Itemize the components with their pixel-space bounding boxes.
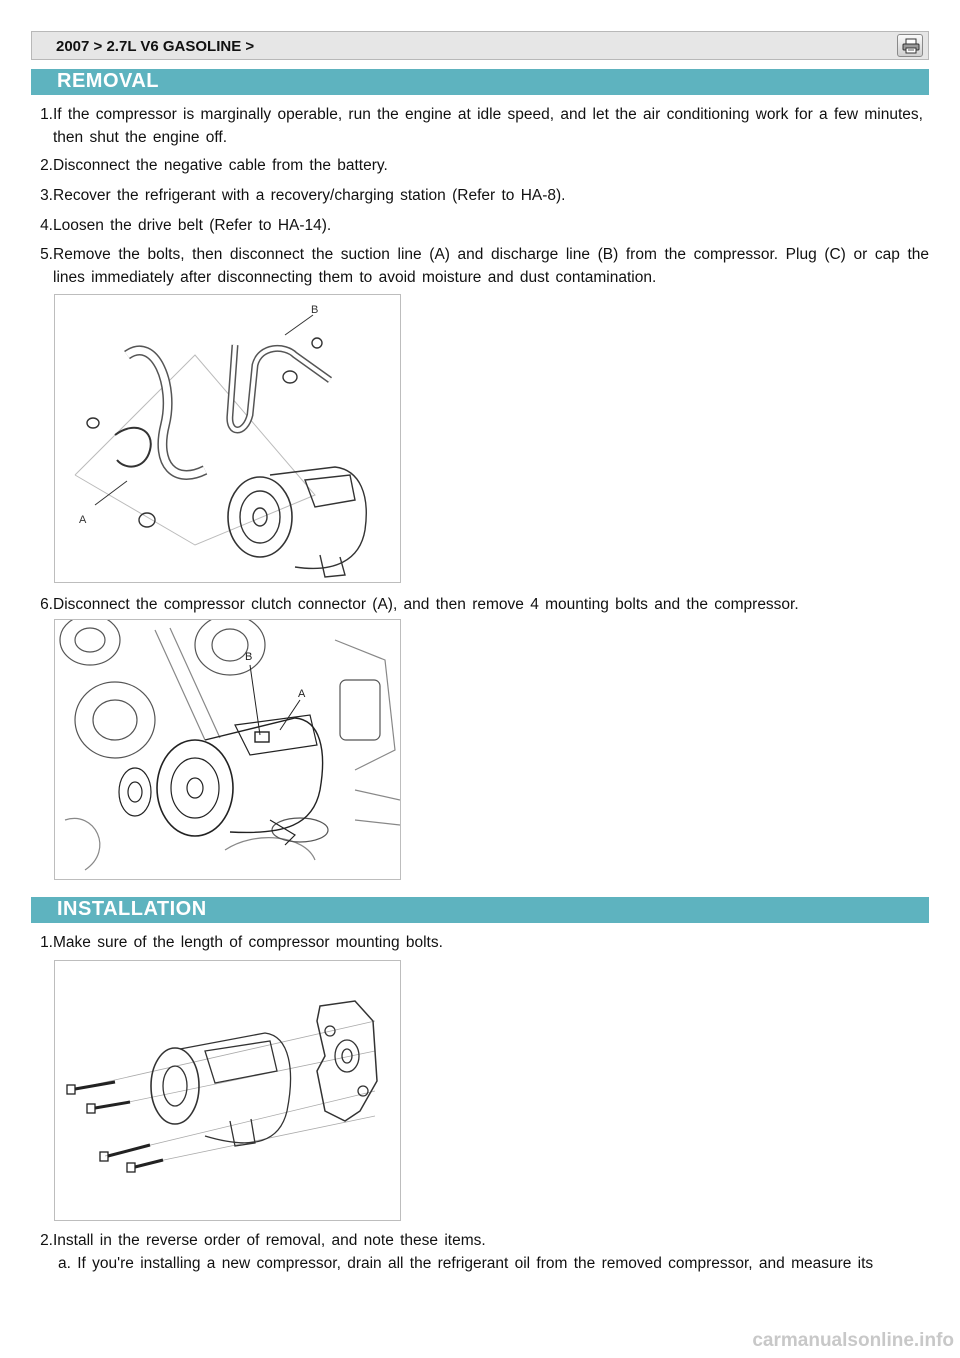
installation-substep-a: a. If you're installing a new compressor, drain all the refrigerant oil from the removed compressor, and measure its: [58, 1255, 874, 1272]
figure-refrigerant-lines: [54, 294, 401, 583]
step-text: Disconnect the negative cable from the battery.: [53, 157, 388, 174]
removal-step-1: [31, 103, 929, 149]
removal-step-6: [31, 593, 929, 616]
step-text: Make sure of the length of compressor mounting bolts.: [53, 934, 443, 951]
label-a: A: [79, 514, 87, 526]
label-b: B: [245, 651, 253, 663]
step-number: 4.: [40, 217, 53, 234]
step-text: Loosen the drive belt (Refer to HA-14).: [53, 217, 332, 234]
watermark: carmanualsonline.info: [752, 1330, 954, 1351]
step-number: 3.: [40, 187, 53, 204]
step-text: Remove the bolts, then disconnect the suction line (A) and discharge line (B) from the compressor. Plug (C) or cap the lines immediately after disconnecting them to avoid moisture and dust contamination.: [53, 246, 929, 286]
installation-step-2: [31, 1229, 929, 1252]
figure-mounting-bolts: [54, 960, 401, 1221]
step-number: 5.: [40, 246, 53, 263]
step-text: Disconnect the compressor clutch connector (A), and then remove 4 mounting bolts and the compressor.: [53, 596, 799, 613]
label-b: B: [311, 304, 319, 316]
breadcrumb: 2007 > 2.7L V6 GASOLINE >: [56, 38, 255, 55]
step-number: 2.: [40, 157, 53, 174]
removal-step-2: [31, 154, 929, 177]
removal-step-5: [31, 243, 929, 289]
section-title: REMOVAL: [57, 70, 160, 92]
figure-compressor-connector: [54, 619, 401, 880]
printer-icon: [902, 38, 920, 54]
print-button[interactable]: [897, 34, 923, 57]
label-a: A: [298, 688, 306, 700]
installation-step-1: [31, 931, 929, 954]
removal-step-4: [31, 214, 929, 237]
step-number: 1.: [40, 934, 53, 951]
step-text: If the compressor is marginally operable, run the engine at idle speed, and let the air conditioning work for a few minutes, then shut the engine off.: [53, 106, 923, 146]
step-text: Recover the refrigerant with a recovery/charging station (Refer to HA-8).: [53, 187, 566, 204]
section-removal-heading: [31, 69, 929, 95]
step-number: 2.: [40, 1232, 53, 1249]
breadcrumb-bar: [31, 31, 929, 60]
step-number: 6.: [40, 596, 53, 613]
removal-step-3: [31, 184, 929, 207]
step-number: 1.: [40, 106, 53, 123]
section-installation-heading: [31, 897, 929, 923]
section-title: INSTALLATION: [57, 898, 207, 920]
step-text: Install in the reverse order of removal, and note these items.: [53, 1232, 486, 1249]
